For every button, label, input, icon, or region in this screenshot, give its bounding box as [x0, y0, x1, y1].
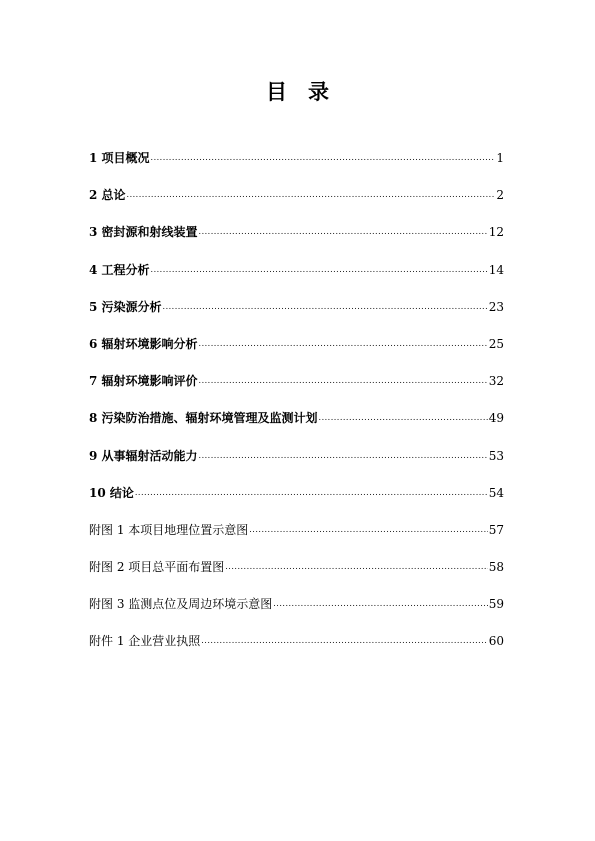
toc-entry-4[interactable] [89, 260, 504, 278]
toc-entry-label: 附图 1 本项目地理位置示意图 [89, 522, 249, 537]
toc-entry-label: 10 结论 [89, 485, 134, 500]
toc-entry-2[interactable] [89, 185, 504, 203]
toc-entry-3[interactable] [89, 222, 504, 240]
toc-dot-leader [135, 483, 488, 501]
toc-entry-12[interactable] [89, 557, 504, 575]
toc-entry-13[interactable] [89, 594, 504, 612]
toc-entry-label: 8 污染防治措施、辐射环境管理及监测计划 [89, 411, 318, 426]
table-of-contents [89, 148, 504, 669]
page-title: 目 录 [266, 79, 329, 104]
toc-entry-page: 57 [488, 522, 504, 537]
toc-dot-leader [163, 297, 488, 315]
toc-dot-leader [199, 222, 488, 240]
toc-entry-11[interactable] [89, 520, 504, 538]
toc-entry-label: 9 从事辐射活动能力 [89, 448, 198, 463]
toc-entry-label: 2 总论 [89, 188, 126, 203]
toc-entry-page: 60 [488, 634, 504, 649]
toc-dot-leader [225, 557, 487, 575]
toc-entry-9[interactable] [89, 446, 504, 464]
toc-entry-page: 23 [488, 299, 504, 314]
toc-entry-page: 25 [488, 336, 504, 351]
toc-entry-label: 附图 3 监测点位及周边环境示意图 [89, 597, 273, 612]
toc-entry-page: 53 [488, 448, 504, 463]
toc-dot-leader [201, 631, 487, 649]
toc-entry-page: 54 [488, 485, 504, 500]
toc-entry-label: 7 辐射环境影响评价 [89, 374, 198, 389]
toc-entry-6[interactable] [89, 334, 504, 352]
toc-entry-page: 32 [488, 374, 504, 389]
toc-dot-leader [151, 260, 488, 278]
toc-entry-label: 3 密封源和射线装置 [89, 225, 198, 240]
toc-entry-14[interactable] [89, 631, 504, 649]
toc-entry-page: 59 [488, 597, 504, 612]
toc-dot-leader [199, 334, 488, 352]
toc-entry-1[interactable] [89, 148, 504, 166]
toc-dot-leader [249, 520, 487, 538]
toc-entry-label: 附图 2 项目总平面布置图 [89, 560, 225, 575]
toc-dot-leader [199, 371, 488, 389]
toc-entry-10[interactable] [89, 483, 504, 501]
toc-entry-label: 4 工程分析 [89, 262, 150, 277]
toc-entry-label: 附件 1 企业营业执照 [89, 634, 201, 649]
toc-dot-leader [127, 185, 496, 203]
toc-entry-8[interactable] [89, 408, 504, 426]
toc-entry-page: 12 [488, 225, 504, 240]
toc-entry-page: 58 [488, 560, 504, 575]
toc-entry-page: 1 [496, 151, 504, 165]
toc-entry-label: 1 项目概况 [89, 151, 150, 165]
toc-entry-label: 5 污染源分析 [89, 299, 162, 314]
toc-entry-7[interactable] [89, 371, 504, 389]
toc-dot-leader [151, 148, 496, 166]
toc-entry-page: 49 [488, 411, 504, 426]
toc-entry-page: 14 [488, 262, 504, 277]
toc-dot-leader [199, 446, 488, 464]
toc-entry-page: 2 [496, 188, 504, 203]
toc-dot-leader [273, 594, 487, 612]
toc-entry-5[interactable] [89, 297, 504, 315]
toc-entry-label: 6 辐射环境影响分析 [89, 336, 198, 351]
toc-dot-leader [319, 408, 488, 426]
